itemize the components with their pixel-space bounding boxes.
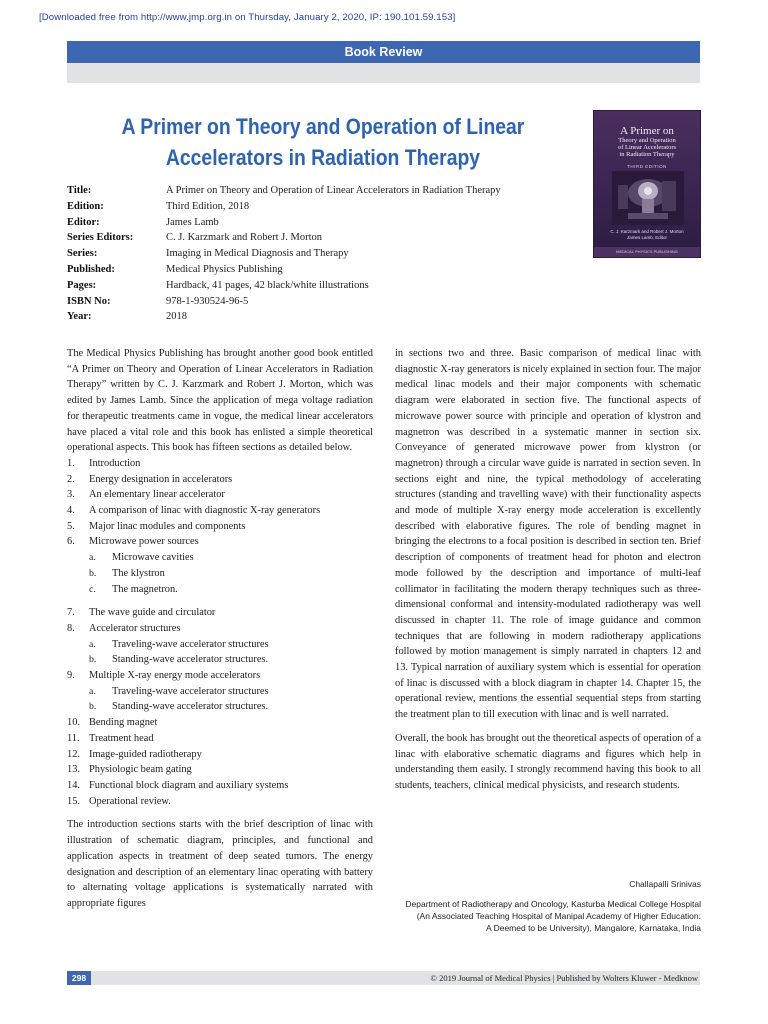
cover-title-line: Theory and Operation bbox=[618, 137, 676, 144]
list-item bbox=[67, 534, 373, 550]
meta-value: Hardback, 41 pages, 42 black/white illustrations bbox=[166, 279, 369, 291]
list-label: Major linac modules and components bbox=[89, 520, 246, 532]
list-number: 3. bbox=[67, 489, 75, 501]
list-label: Microwave power sources bbox=[89, 536, 199, 548]
list-label: Introduction bbox=[89, 457, 141, 469]
list-number: 1. bbox=[67, 457, 75, 469]
cover-title-line: of Linear Accelerators bbox=[617, 144, 677, 151]
cover-editor: James Lamb, Editor bbox=[626, 235, 668, 240]
cover-edition: THIRD EDITION bbox=[627, 164, 667, 169]
list-item bbox=[67, 519, 373, 535]
list-item bbox=[67, 762, 373, 778]
list-subitem bbox=[67, 699, 373, 715]
list-number: 15. bbox=[67, 795, 80, 807]
list-item bbox=[67, 747, 373, 763]
list-number: 14. bbox=[67, 779, 80, 791]
list-number: 10. bbox=[67, 717, 80, 729]
list-label: The klystron bbox=[112, 567, 165, 579]
section-list bbox=[67, 456, 373, 809]
conclusion-paragraph: Overall, the book has brought out the theoretical aspects of operation of a linac with elaborative schematic diagrams and figures which help in understanding them easily. I strongly recommend having this book to all students, teachers, clinical medical physicists, and research students. bbox=[395, 732, 701, 791]
list-subitem bbox=[67, 684, 373, 700]
list-label: A comparison of linac with diagnostic X-ray generators bbox=[89, 505, 321, 517]
list-label: Energy designation in accelerators bbox=[89, 473, 233, 485]
list-number: c. bbox=[89, 583, 96, 595]
meta-row-editor bbox=[67, 215, 501, 231]
book-metadata bbox=[67, 183, 501, 325]
intro-paragraph: The Medical Physics Publishing has brought another good book entitled “A Primer on Theory and Operation of Linear Accelerators in Radiation Therapy” written by C. J. Karzmark and Robert J. Morton, which was edited by James Lamb. Since the application of mega voltage radiation for therapeutic treatments came in vogue, the medical linear accelerators have placed a vital role and this book has enlisted a simple theoretical operational aspects. This book has fifteen sections as detailed below. bbox=[67, 348, 373, 454]
list-number: b. bbox=[89, 701, 97, 713]
meta-key: Series: bbox=[67, 248, 98, 260]
left-closing-paragraph: The introduction sections starts with the brief description of linac with illustration of schematic diagram, principles, and functional and application aspects in treatment of deep seated tumors. The energy designation and description of an elementary linac operating with battery to alternating voltage applications is systematically narrated with appropriate figures bbox=[67, 819, 373, 909]
reviewer-affiliation: A Deemed to be University), Mangalore, Karnataka, India bbox=[486, 923, 701, 933]
list-number: 12. bbox=[67, 748, 80, 760]
meta-row-isbn bbox=[67, 294, 501, 310]
footer-copyright: © 2019 Journal of Medical Physics | Published by Wolters Kluwer - Medknow bbox=[430, 973, 698, 983]
left-column bbox=[67, 346, 373, 912]
list-subitem bbox=[67, 566, 373, 582]
book-cover-image bbox=[593, 110, 701, 258]
list-label: Operational review. bbox=[89, 795, 171, 807]
list-label: Bending magnet bbox=[89, 717, 158, 729]
list-item bbox=[67, 472, 373, 488]
list-item bbox=[67, 503, 373, 519]
list-subitem bbox=[67, 652, 373, 668]
list-number: 11. bbox=[67, 732, 80, 744]
reviewer-affiliation: (An Associated Teaching Hospital of Manipal Academy of Higher Education: bbox=[416, 911, 701, 921]
header-band bbox=[67, 63, 700, 83]
list-item bbox=[67, 456, 373, 472]
page-number: 298 bbox=[67, 971, 91, 985]
cover-publisher: MEDICAL PHYSICS PUBLISHING bbox=[594, 247, 700, 257]
list-number: 4. bbox=[67, 505, 75, 517]
meta-row-series-editors bbox=[67, 230, 501, 246]
meta-value: 2018 bbox=[166, 311, 187, 323]
list-label: Image-guided radiotherapy bbox=[89, 748, 202, 760]
meta-value: Third Edition, 2018 bbox=[166, 200, 250, 212]
list-number: b. bbox=[89, 567, 97, 579]
list-label: Traveling-wave accelerator structures bbox=[112, 685, 269, 697]
list-number: 7. bbox=[67, 607, 75, 619]
meta-value: James Lamb bbox=[166, 216, 219, 228]
list-label: The magnetron. bbox=[112, 583, 178, 595]
list-subitem bbox=[67, 550, 373, 566]
list-item bbox=[67, 487, 373, 503]
list-number: b. bbox=[89, 654, 97, 666]
list-label: Treatment head bbox=[89, 732, 154, 744]
list-item bbox=[67, 668, 373, 684]
cover-title bbox=[594, 125, 700, 158]
meta-key: Title: bbox=[67, 185, 92, 196]
meta-row-year bbox=[67, 309, 501, 325]
meta-value: Imaging in Medical Diagnosis and Therapy bbox=[166, 248, 349, 260]
meta-row-title bbox=[67, 183, 501, 199]
list-number: 8. bbox=[67, 622, 75, 634]
meta-key: Published: bbox=[67, 263, 115, 275]
list-item bbox=[67, 794, 373, 810]
meta-key: Year: bbox=[67, 311, 92, 323]
cover-authors-names: C. J. Karzmark and Robert J. Morton bbox=[610, 229, 684, 234]
meta-key: ISBN No: bbox=[67, 295, 111, 307]
list-label: Physiologic beam gating bbox=[89, 764, 192, 776]
title-line-2: Accelerators in Radiation Therapy bbox=[165, 145, 481, 170]
section-label: Book Review bbox=[67, 41, 700, 63]
list-label: Traveling-wave accelerator structures bbox=[112, 638, 269, 650]
linac-illustration bbox=[612, 171, 684, 225]
meta-key: Pages: bbox=[67, 279, 97, 291]
meta-value: C. J. Karzmark and Robert J. Morton bbox=[166, 232, 323, 244]
body-paragraph: in sections two and three. Basic comparison of medical linac with diagnostic X-ray generators is nicely explained in section four. The major medical linac models and their major components with schematic diagram were elaborated in section five. The functional aspects of microwave power source with principle and operation of klystron and magnetron was described in a systematic manner in section six. Conveyance of generated microwave power from klystron (or magnetron) through a circular wave guide is narrated in section seven. In sections eight and nine, the typical methodology of accelerating structures (standing and travelling wave) with their functionality aspects and mode of multiple X-ray energy mode acceleration is excellently described with elaborative figures. The role of bending magnet in bringing the electrons to a focal position is described in section ten. Brief description of components of treatment head for photon and electron mode followed by the description and importance of multi-leaf collimator in facilitating the modern therapy techniques such as three-dimensional conformal and intensity-modulated radiotherapy was well discussed in chapter 11. The role of image guidance and common techniques that are following in modern radiotherapy applications followed by motion management is simply narrated in chapters 12 and 13. Typical narration of auxiliary system which is essential for operation of linac is discussed with a block diagram in chapter 14. Chapter 15, the operational review, mentions the essential sequential steps from starting the treatment plan to till execution with linac and is well narrated. bbox=[395, 348, 701, 721]
list-label: Microwave cavities bbox=[112, 552, 194, 564]
list-label: Functional block diagram and auxiliary systems bbox=[89, 779, 289, 791]
list-item bbox=[67, 731, 373, 747]
title-line-1: A Primer on Theory and Operation of Linear bbox=[121, 114, 525, 139]
reviewer-signature bbox=[395, 878, 701, 934]
list-number: 5. bbox=[67, 520, 75, 532]
list-label: An elementary linear accelerator bbox=[89, 489, 225, 501]
cover-title-line: A Primer on bbox=[620, 125, 674, 137]
list-number: a. bbox=[89, 685, 96, 697]
article-title bbox=[109, 111, 537, 173]
list-label: The wave guide and circulator bbox=[89, 607, 216, 619]
list-number: 6. bbox=[67, 536, 75, 548]
meta-row-series bbox=[67, 246, 501, 262]
download-note: [Downloaded free from http://www.jmp.org.in on Thursday, January 2, 2020, IP: 190.101.59.153] bbox=[39, 12, 456, 23]
list-number: a. bbox=[89, 638, 96, 650]
meta-key: Edition: bbox=[67, 200, 104, 212]
list-label: Standing-wave accelerator structures. bbox=[112, 701, 269, 713]
meta-value: Medical Physics Publishing bbox=[166, 263, 283, 275]
list-number: 2. bbox=[67, 473, 75, 485]
list-label: Accelerator structures bbox=[89, 622, 181, 634]
list-item bbox=[67, 621, 373, 637]
meta-value: 978-1-930524-96-5 bbox=[166, 295, 249, 307]
cover-authors bbox=[594, 229, 700, 241]
list-subitem bbox=[67, 637, 373, 653]
list-item bbox=[67, 715, 373, 731]
list-item bbox=[67, 778, 373, 794]
reviewer-affiliation: Department of Radiotherapy and Oncology, Kasturba Medical College Hospital bbox=[405, 899, 701, 909]
list-label: Standing-wave accelerator structures. bbox=[112, 654, 269, 666]
right-column bbox=[395, 346, 701, 794]
list-number: 9. bbox=[67, 670, 75, 682]
reviewer-name: Challapalli Srinivas bbox=[629, 879, 701, 889]
cover-title-line: in Radiation Therapy bbox=[619, 151, 675, 158]
meta-row-pages bbox=[67, 278, 501, 294]
list-label: Multiple X-ray energy mode accelerators bbox=[89, 670, 261, 682]
meta-row-published bbox=[67, 262, 501, 278]
meta-key: Series Editors: bbox=[67, 232, 134, 244]
list-number: 13. bbox=[67, 764, 80, 776]
meta-value: A Primer on Theory and Operation of Linear Accelerators in Radiation Therapy bbox=[166, 185, 501, 196]
list-subitem bbox=[67, 582, 373, 598]
meta-row-edition bbox=[67, 199, 501, 215]
list-number: a. bbox=[89, 552, 96, 564]
meta-key: Editor: bbox=[67, 216, 100, 228]
list-item bbox=[67, 605, 373, 621]
